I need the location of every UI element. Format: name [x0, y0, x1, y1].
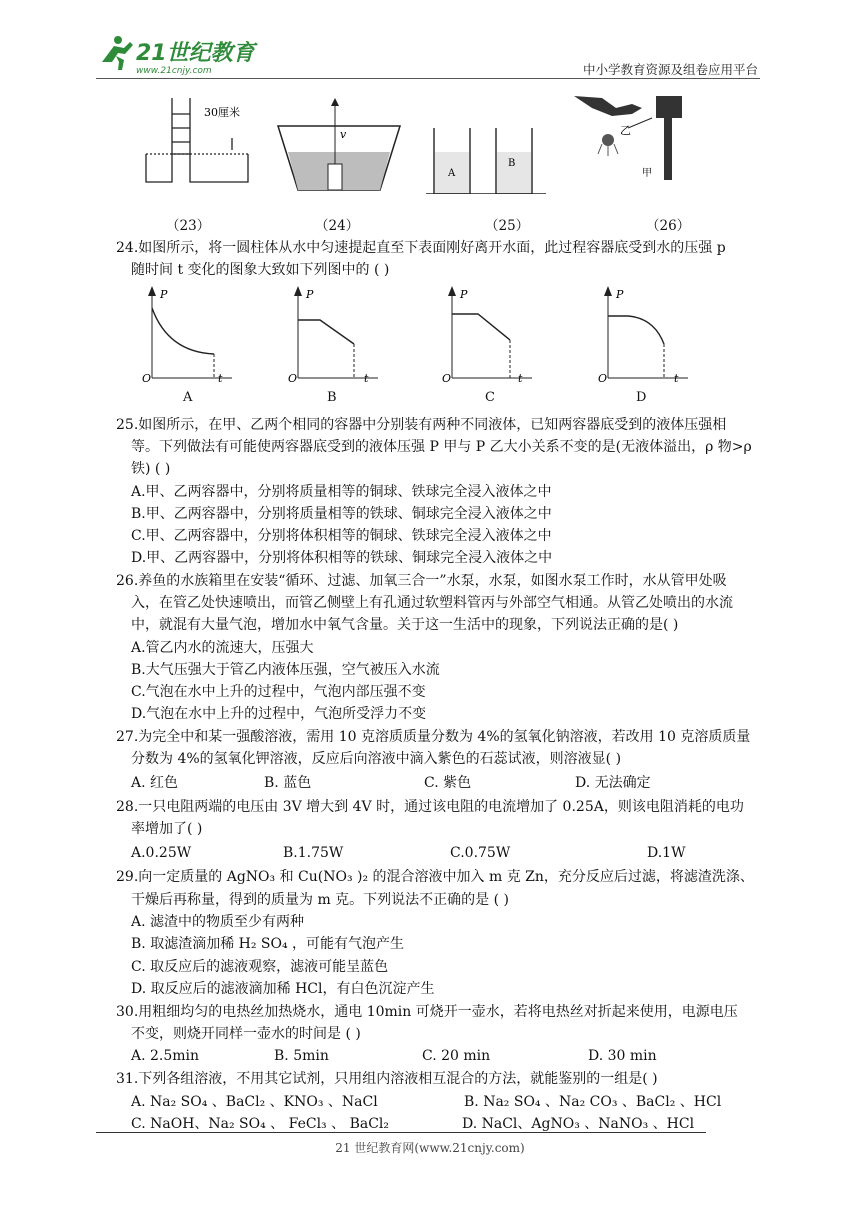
figure-caption: （24）: [315, 218, 360, 234]
q25-line-2: 等。下列做法有可能使两容器底受到的液体压强 P 甲与 P 乙大小关系不变的是(无液体溢出，ρ 物>ρ: [131, 439, 752, 455]
fig23-label-30cm: 30厘米: [204, 106, 240, 119]
q30-option-c: C. 20 min: [422, 1048, 491, 1064]
q27-line-1: 27.为完全中和某一强酸溶液，需用 10 克溶质质量分数为 4%的氢氧化钠溶液，若改用 10 克溶质质量: [116, 729, 751, 745]
graph-axis-t: t: [218, 372, 223, 382]
graph-axis-p: P: [160, 288, 168, 301]
graph-axis-t: t: [364, 372, 369, 382]
figure-caption: （25）: [485, 218, 530, 234]
q28-option-c: C.0.75W: [450, 845, 511, 861]
graph-label-d: D: [636, 390, 647, 405]
figures-row: [96, 94, 760, 214]
figure-24-container-cylinder: [274, 94, 404, 194]
graph-origin: O: [142, 372, 152, 382]
figure-caption: （26）: [646, 218, 691, 234]
q31-option-d: D. NaCl、AgNO₃ 、NaNO₃ 、HCl: [462, 1116, 695, 1132]
q25-option-d: D.甲、乙两容器中，分别将体积相等的铁球、铜球完全浸入液体之中: [131, 550, 553, 566]
figure-25-two-containers: [426, 94, 546, 194]
graph-option-d: [594, 282, 694, 382]
q25-option-c: C.甲、乙两容器中，分别将体积相等的铜球、铁球完全浸入液体之中: [131, 528, 552, 544]
q30-line-1: 30.用粗细均匀的电热丝加热烧水，通电 10min 可烧开一壶水，若将电热丝对折起来使用，电源电压: [116, 1004, 738, 1020]
q30-option-b: B. 5min: [274, 1048, 329, 1064]
q31-option-b: B. Na₂ SO₄ 、Na₂ CO₃ 、BaCl₂ 、HCl: [464, 1094, 722, 1110]
page-footer: 21 世纪教育网(www.21cnjy.com): [335, 1141, 525, 1155]
q28-option-b: B.1.75W: [283, 845, 344, 861]
q25-option-b: B.甲、乙两容器中，分别将质量相等的铁球、铜球完全浸入液体之中: [131, 506, 552, 522]
q28-line-1: 28.一只电阻两端的电压由 3V 增大到 4V 时，通过该电阻的电流增加了 0.25A，则该电阻消耗的电功: [116, 799, 744, 815]
q26-line-3: 中，就混有大量气泡，增加水中氧气含量。关于这一生活中的现象，下列说法正确的是( ): [131, 617, 679, 633]
fig25-label-a: A: [448, 168, 456, 179]
q27-option-d: D. 无法确定: [575, 775, 651, 791]
q27-option-b: B. 蓝色: [264, 775, 312, 791]
logo-url: www.21cnjy.com: [136, 66, 212, 76]
graph-origin: O: [288, 372, 298, 382]
graph-option-b: [284, 282, 384, 382]
fig26-label-yi: 乙: [620, 124, 631, 137]
site-logo: [96, 32, 266, 76]
q26-option-c: C.气泡在水中上升的过程中，气泡内部压强不变: [131, 684, 426, 700]
graph-axis-t: t: [674, 372, 679, 382]
graph-option-c: [438, 282, 538, 382]
fig25-label-b: B: [508, 158, 516, 169]
graph-origin: O: [442, 372, 452, 382]
q29-option-b: B. 取滤渣滴加稀 H₂ SO₄ ，可能有气泡产生: [131, 936, 405, 952]
footer-divider: [96, 1132, 706, 1133]
q29-option-d: D. 取反应后的滤液滴加稀 HCl，有白色沉淀产生: [131, 981, 435, 997]
graph-axis-p: P: [460, 288, 468, 301]
header-platform-text: 中小学教育资源及组卷应用平台: [582, 62, 758, 77]
graph-label-c: C: [485, 390, 495, 405]
q24-line-2: 随时间 t 变化的图象大致如下列图中的 ( ): [131, 262, 390, 278]
q26-line-2: 入，在管乙处快速喷出，而管乙侧壁上有孔通过软塑料管丙与外部空气相通。从管乙处喷出的水流: [131, 595, 733, 611]
fig26-label-jia: 甲: [642, 168, 652, 179]
q28-line-2: 率增加了( ): [131, 821, 203, 837]
graph-axis-t: t: [518, 372, 523, 382]
q26-option-d: D.气泡在水中上升的过程中，气泡所受浮力不变: [131, 706, 427, 722]
q31-option-a: A. Na₂ SO₄ 、BaCl₂ 、KNO₃ 、NaCl: [131, 1094, 378, 1110]
q29-line-1: 29.向一定质量的 AgNO₃ 和 Cu(NO₃ )₂ 的混合溶液中加入 m 克 Zn，充分反应后过滤，将滤渣洗涤、: [116, 869, 754, 885]
svg-text:v: v: [340, 128, 347, 141]
q29-option-a: A. 滤渣中的物质至少有两种: [131, 914, 305, 930]
logo-text: 21世纪教育: [136, 41, 255, 66]
page-header: [96, 26, 760, 78]
graph-option-a: [138, 282, 238, 382]
q31-option-c: C. NaOH、Na₂ SO₄ 、 FeCl₃ 、 BaCl₂: [131, 1116, 390, 1132]
figure-caption: （23）: [166, 218, 211, 234]
q31-line-1: 31.下列各组溶液，不用其它试剂，只用组内溶液相互混合的方法，就能鉴别的一组是( ): [116, 1071, 658, 1087]
graph-axis-p: P: [306, 288, 314, 301]
graph-label-b: B: [327, 390, 337, 405]
q26-option-b: B.大气压强大于管乙内液体压强，空气被压入水流: [131, 662, 440, 678]
q30-line-2: 不变，则烧开同样一壶水的时间是 ( ): [131, 1026, 361, 1042]
q27-line-2: 分数为 4%的氢氧化钾溶液，反应后向溶液中滴入紫色的石蕊试液，则溶液显( ): [131, 751, 622, 767]
figure-26-aquarium-pump: [572, 94, 702, 194]
q26-option-a: A.管乙内水的流速大，压强大: [131, 640, 314, 656]
graph-label-a: A: [183, 390, 193, 405]
q30-option-d: D. 30 min: [588, 1048, 657, 1064]
header-divider: [96, 78, 760, 79]
graph-axis-p: P: [616, 288, 624, 301]
q26-line-1: 26.养鱼的水族箱里在安装“循环、过滤、加氧三合一”水泵，水泵，如图水泵工作时，水从管甲处吸: [116, 573, 727, 589]
q27-option-a: A. 红色: [131, 775, 179, 791]
q25-line-3: 铁) ( ): [131, 461, 171, 477]
q28-option-d: D.1W: [647, 845, 686, 861]
q24-line-1: 24.如图所示，将一圆柱体从水中匀速提起直至下表面刚好离开水面，此过程容器底受到水的压强 p: [116, 240, 726, 256]
q25-line-1: 25.如图所示，在甲、乙两个相同的容器中分别装有两种不同液体，已知两容器底受到的液体压强相: [116, 417, 727, 433]
q28-option-a: A.0.25W: [131, 845, 192, 861]
q30-option-a: A. 2.5min: [131, 1048, 200, 1064]
q29-option-c: C. 取反应后的滤液观察，滤液可能呈蓝色: [131, 959, 389, 975]
graph-origin: O: [598, 372, 608, 382]
q29-line-2: 干燥后再称量，得到的质量为 m 克。下列说法不正确的是 ( ): [131, 892, 509, 908]
q27-option-c: C. 紫色: [424, 775, 472, 791]
q25-option-a: A.甲、乙两容器中，分别将质量相等的铜球、铁球完全浸入液体之中: [131, 484, 552, 500]
figure-23-u-tube: [142, 94, 262, 194]
